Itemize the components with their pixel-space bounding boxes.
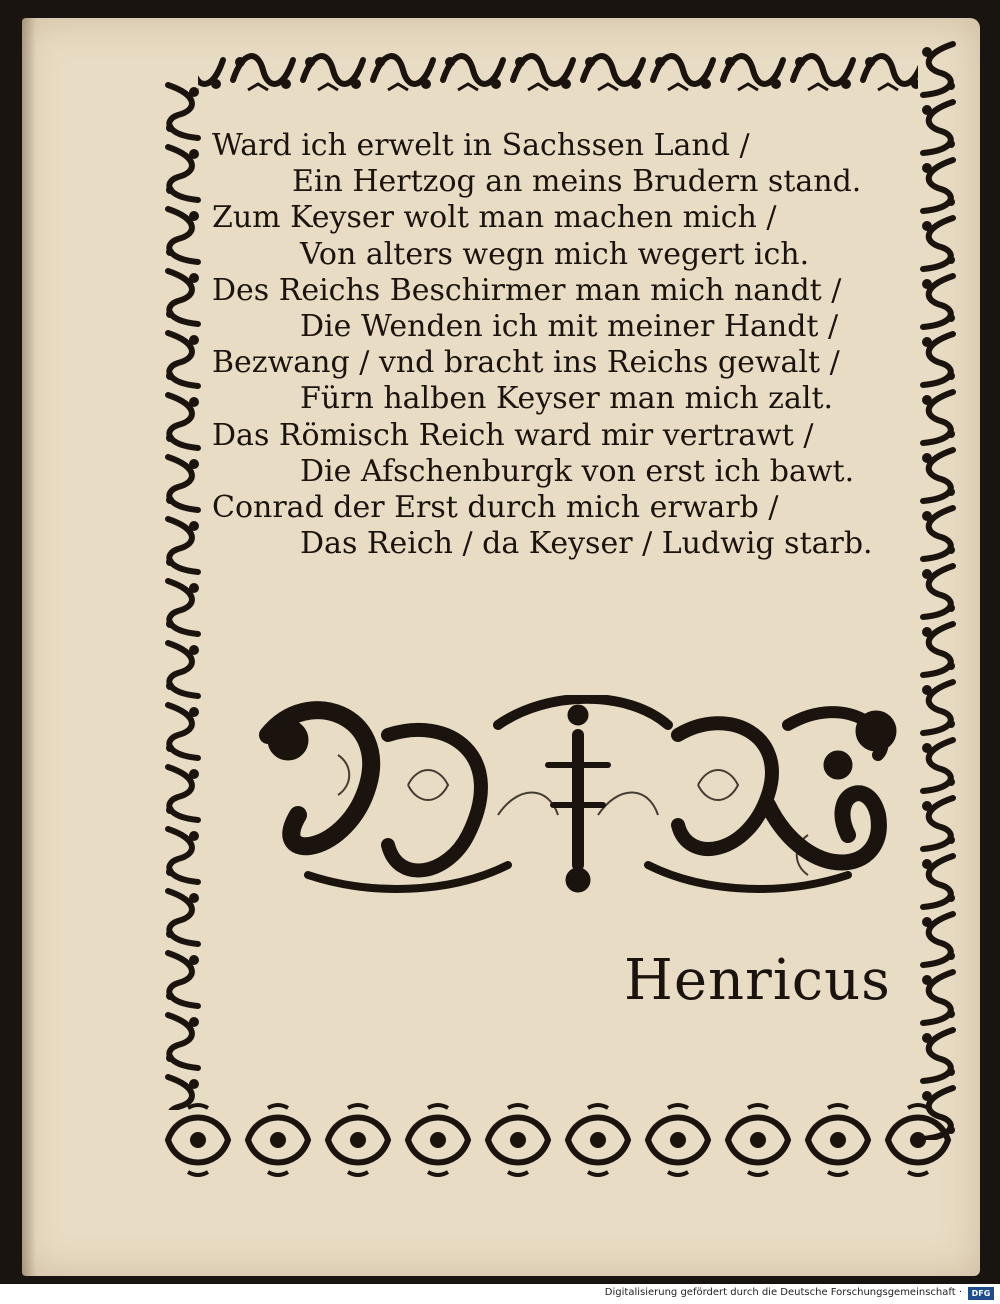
dfg-logo: DFG xyxy=(968,1287,994,1300)
page-gutter-shadow xyxy=(22,18,36,1276)
verse-line: Zum Keyser wolt man machen mich / xyxy=(212,200,777,236)
decorative-woodcut-ornament xyxy=(248,695,898,900)
verse-line: Fürn halben Keyser man mich zalt. xyxy=(300,381,834,417)
verse-line: Bezwang / vnd bracht ins Reichs gewalt / xyxy=(212,345,840,381)
verse-line: Conrad der Erst durch mich erwarb / xyxy=(212,490,779,526)
verse-line: Das Reich / da Keyser / Ludwig starb. xyxy=(300,526,873,562)
border-right xyxy=(913,40,963,1140)
border-bottom xyxy=(158,1100,963,1180)
verse-line: Des Reichs Beschirmer man mich nandt / xyxy=(212,272,842,308)
poem-text xyxy=(212,128,912,562)
verse-line: Ein Hertzog an meins Brudern stand. xyxy=(292,164,862,200)
footer-bar xyxy=(0,1284,1000,1304)
verse-line: Ward ich erwelt in Sachssen Land / xyxy=(212,128,750,163)
border-top xyxy=(158,40,963,100)
catchword: Henricus xyxy=(624,948,891,1013)
border-left xyxy=(158,80,210,1110)
verse-line: Das Römisch Reich ward mir vertrawt / xyxy=(212,417,814,453)
verse-line: Von alters wegn mich wegert ich. xyxy=(300,236,810,272)
funding-credit: Digitalisierung gefördert durch die Deutsche Forschungsgemeinschaft · xyxy=(604,1287,962,1298)
verse-line: Die Wenden ich mit meiner Handt / xyxy=(300,309,839,345)
verse-line: Die Afschenburgk von erst ich bawt. xyxy=(300,453,855,489)
